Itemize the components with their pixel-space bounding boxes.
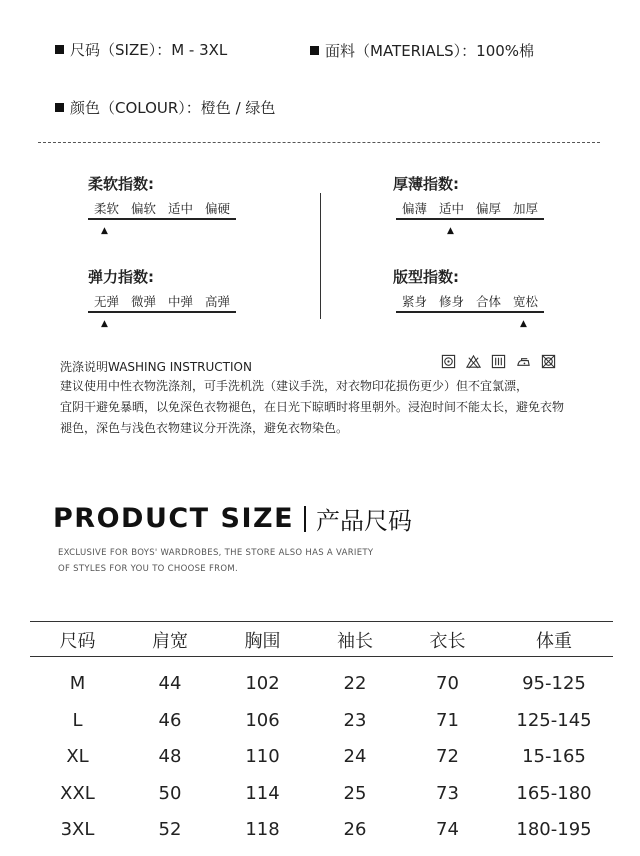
- fit-scale-line: [396, 311, 544, 313]
- no-tumble-dry-icon: [541, 354, 556, 369]
- no-bleach-icon: [466, 354, 481, 369]
- no-wring-icon: [441, 354, 456, 369]
- table-cell: 70: [436, 673, 459, 694]
- care-icons: [441, 354, 556, 369]
- table-row: [30, 819, 613, 856]
- spec-colour: 颜色（COLOUR）：橙色 / 绿色: [55, 97, 275, 118]
- table-cell: 23: [343, 709, 367, 731]
- table-cell: 25: [343, 782, 367, 804]
- thickness-option: 适中: [438, 201, 464, 216]
- product-size-title: PRODUCT SIZE: [53, 503, 295, 534]
- elasticity-scale-line: [88, 311, 236, 313]
- table-top-border: [30, 621, 613, 622]
- bullet-icon: [310, 46, 319, 55]
- softness-marker: ▲: [101, 226, 108, 236]
- elasticity-scale: [88, 292, 236, 310]
- table-cell: 110: [245, 746, 280, 767]
- softness-option: 偏硬: [204, 201, 230, 216]
- table-cell: 95-125: [522, 673, 586, 694]
- table-cell: 26: [343, 819, 367, 840]
- table-row: [30, 783, 613, 820]
- table-cell: 15-165: [522, 746, 586, 767]
- fit-scale: [396, 292, 544, 310]
- column-header: 衣长: [429, 631, 466, 652]
- table-cell: XXL: [60, 782, 95, 804]
- column-header: 肩宽: [152, 631, 188, 652]
- thickness-option: 加厚: [512, 201, 538, 216]
- softness-option: 柔软: [93, 201, 119, 216]
- table-cell: 73: [436, 782, 459, 804]
- thickness-scale: [396, 199, 544, 217]
- washing-line: 建议使用中性衣物洗涤剂，可手洗机洗（建议手洗，对衣物印花损伤更少）但不宜氯漂，: [60, 379, 529, 393]
- table-cell: 74: [436, 819, 459, 840]
- column-header: 尺码: [59, 631, 96, 652]
- bullet-icon: [55, 45, 64, 54]
- thickness-title: 厚薄指数:: [393, 175, 459, 193]
- elasticity-option: 微弹: [130, 294, 156, 309]
- elasticity-option: 无弹: [93, 294, 119, 309]
- table-header: [30, 627, 613, 653]
- fit-option: 修身: [438, 294, 464, 309]
- table-cell: 24: [343, 746, 367, 767]
- column-header: 体重: [536, 631, 572, 652]
- product-size-heading: [53, 501, 412, 536]
- table-row: [30, 673, 613, 710]
- elasticity-title: 弹力指数:: [88, 268, 154, 286]
- table-cell: XL: [66, 746, 89, 767]
- fit-option: 紧身: [401, 294, 427, 309]
- thickness-marker: ▲: [447, 226, 454, 236]
- table-cell: 71: [436, 709, 459, 731]
- table-cell: 118: [245, 819, 280, 840]
- table-row: [30, 710, 613, 747]
- table-cell: 22: [343, 673, 367, 694]
- spec-material: 面料（MATERIALS）：100%棉: [310, 40, 534, 61]
- softness-title: 柔软指数:: [88, 175, 154, 193]
- spec-size: 尺码（SIZE）：M - 3XL: [55, 39, 227, 60]
- title-separator: [304, 506, 306, 532]
- table-cell: 102: [245, 673, 280, 694]
- softness-scale-line: [88, 218, 236, 220]
- washing-line: 宜阴干避免暴晒，以免深色衣物褪色，在日光下晾晒时将里朝外。浸泡时间不能太长，避免衣物: [60, 400, 565, 414]
- column-header: 袖长: [337, 631, 373, 652]
- table-cell: 180-195: [516, 819, 592, 840]
- product-size-title-cn: 产品尺码: [316, 507, 413, 535]
- elasticity-option: 高弹: [204, 294, 230, 309]
- fit-title: 版型指数:: [393, 268, 459, 286]
- table-cell: 50: [158, 782, 182, 804]
- hang-dry-icon: [491, 354, 506, 369]
- product-size-subtitle: EXCLUSIVE FOR BOYS' WARDROBES, THE STORE ALSO HAS A VARIETY OF STYLES FOR YOU TO CHOOSE FROM.: [58, 548, 374, 574]
- thickness-option: 偏厚: [475, 201, 501, 216]
- washing-title: 洗涤说明WASHING INSTRUCTION: [60, 360, 252, 374]
- elasticity-marker: ▲: [101, 319, 108, 329]
- table-row: [30, 746, 613, 783]
- table-cell: 114: [245, 782, 280, 804]
- softness-scale: [88, 199, 236, 217]
- table-cell: 48: [158, 746, 182, 767]
- table-cell: 3XL: [60, 819, 95, 840]
- fit-option: 宽松: [512, 294, 538, 309]
- thickness-option: 偏薄: [401, 201, 427, 216]
- softness-option: 偏软: [130, 201, 156, 216]
- elasticity-option: 中弹: [167, 294, 193, 309]
- dashed-divider: [38, 142, 600, 143]
- fit-option: 合体: [475, 294, 501, 309]
- table-cell: 46: [158, 709, 182, 731]
- column-header: 胸围: [244, 631, 281, 652]
- vertical-divider: [320, 193, 321, 319]
- washing-text: [60, 376, 564, 439]
- table-cell: 106: [245, 709, 280, 731]
- table-cell: M: [69, 673, 86, 694]
- fit-marker: ▲: [520, 319, 527, 329]
- table-cell: 44: [158, 673, 182, 694]
- table-cell: 165-180: [516, 782, 592, 804]
- table-cell: L: [72, 709, 83, 731]
- table-cell: 72: [436, 746, 459, 767]
- table-header-border: [30, 656, 613, 657]
- table-body: [30, 673, 613, 856]
- thickness-scale-line: [396, 218, 544, 220]
- table-cell: 52: [158, 819, 182, 840]
- table-cell: 125-145: [516, 709, 592, 731]
- washing-line: 褪色，深色与浅色衣物建议分开洗涤，避免衣物染色。: [60, 421, 349, 435]
- softness-option: 适中: [167, 201, 193, 216]
- iron-icon: [516, 354, 531, 369]
- bullet-icon: [55, 103, 64, 112]
